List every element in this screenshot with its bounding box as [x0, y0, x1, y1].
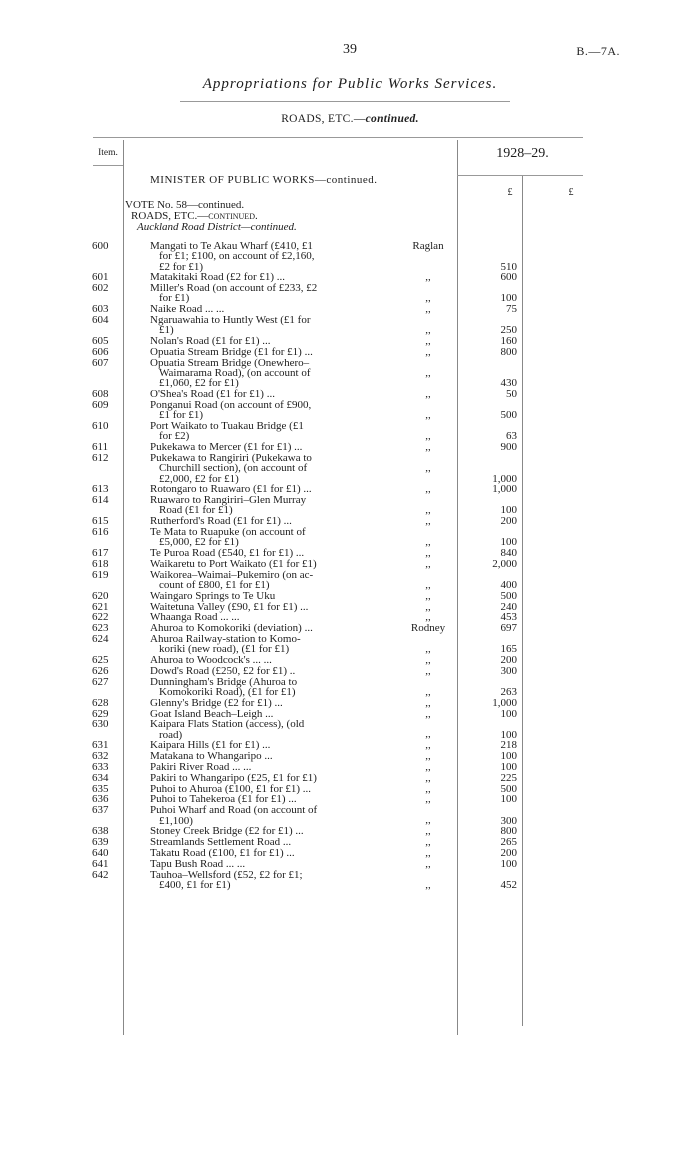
table-row — [0, 358, 700, 389]
table-row — [0, 859, 700, 869]
table-row — [0, 848, 700, 858]
item-header-rule — [93, 165, 123, 166]
item-description — [150, 495, 368, 516]
description-line: Miller's Road (on account of £233, £2 — [150, 282, 318, 295]
amount: 160 — [500, 335, 517, 348]
item-number: 606 — [92, 345, 109, 358]
table-row — [0, 442, 700, 452]
electorate: ,, — [425, 292, 431, 305]
item-number: 615 — [92, 515, 109, 528]
item-description — [150, 484, 368, 494]
description-line: Kaipara Flats Station (access), (old — [150, 718, 305, 731]
item-description — [150, 304, 368, 314]
section-heading — [0, 113, 700, 125]
description-line: road) — [159, 728, 183, 741]
table-row — [0, 762, 700, 772]
item-description — [150, 859, 368, 869]
table-row — [0, 870, 700, 891]
description-line: Puhoi to Ahuroa (£100, £1 for £1) ... — [150, 782, 312, 795]
amount: 200 — [500, 654, 517, 667]
table-row — [0, 794, 700, 804]
table-row — [0, 516, 700, 526]
pound-sign-2: £ — [568, 187, 574, 198]
description-line: Nolan's Road (£1 for £1) ... — [150, 335, 271, 348]
item-number: 607 — [92, 356, 109, 369]
amount: 100 — [500, 707, 517, 720]
item-description — [150, 848, 368, 858]
item-number: 627 — [92, 675, 109, 688]
description-line: for £2) — [159, 430, 190, 443]
description-line: Ngaruawahia to Huntly West (£1 for — [150, 314, 311, 327]
electorate: ,, — [425, 504, 431, 517]
description-line: Ponganui Road (on account of £900, — [150, 398, 312, 411]
description-line: Goat Island Beach–Leigh ... — [150, 707, 274, 720]
table-row — [0, 400, 700, 421]
amount: 300 — [500, 814, 517, 827]
item-description — [150, 336, 368, 346]
item-number: 620 — [92, 589, 109, 602]
item-description — [150, 315, 368, 336]
electorate: ,, — [425, 345, 431, 358]
table-row — [0, 677, 700, 698]
table-row — [0, 591, 700, 601]
table-row — [0, 719, 700, 740]
electorate: ,, — [425, 557, 431, 570]
item-description — [150, 623, 368, 633]
description-line: £1 for £1) — [159, 409, 203, 422]
item-description — [150, 837, 368, 847]
description-line: £1) — [159, 324, 174, 337]
item-description — [150, 283, 368, 304]
amount: 100 — [500, 728, 517, 741]
electorate: Rodney — [410, 622, 446, 635]
item-description — [150, 591, 368, 601]
item-number: 636 — [92, 793, 109, 806]
table-row — [0, 784, 700, 794]
item-number: 635 — [92, 782, 109, 795]
description-line: Glenny's Bridge (£2 for £1) ... — [150, 696, 283, 709]
item-number: 618 — [92, 557, 109, 570]
item-description — [150, 241, 368, 272]
item-number: 609 — [92, 398, 109, 411]
description-line: Mangati to Te Akau Wharf (£410, £1 — [150, 240, 313, 252]
electorate: ,, — [425, 461, 431, 474]
table-row — [0, 709, 700, 719]
item-description — [150, 559, 368, 569]
electorate: ,, — [425, 782, 431, 795]
table-row — [0, 272, 700, 282]
table-row — [0, 666, 700, 676]
item-description — [150, 358, 368, 389]
amount: 75 — [506, 303, 517, 316]
table-row — [0, 805, 700, 826]
description-line: Puhoi to Tahekeroa (£1 for £1) ... — [150, 793, 297, 806]
electorate: ,, — [425, 547, 431, 560]
amount: 510 — [500, 260, 517, 273]
item-description — [150, 762, 368, 772]
electorate: ,, — [425, 600, 431, 613]
amount: 100 — [500, 857, 517, 870]
table-row — [0, 421, 700, 442]
item-description — [150, 784, 368, 794]
electorate: ,, — [425, 750, 431, 763]
district-subheading: Auckland Road District—continued. — [137, 221, 297, 233]
item-number: 602 — [92, 282, 109, 295]
amount: 100 — [500, 793, 517, 806]
item-description — [150, 400, 368, 421]
item-number: 611 — [92, 441, 109, 454]
item-number: 638 — [92, 825, 109, 838]
description-line: Naike Road ... ... — [150, 303, 225, 316]
electorate: ,, — [425, 611, 431, 624]
description-line: Komokoriki Road), (£1 for £1) — [159, 685, 296, 698]
amount: 1,000 — [492, 696, 517, 709]
table-row — [0, 837, 700, 847]
item-description — [150, 272, 368, 282]
electorate: ,, — [425, 408, 431, 421]
item-description — [150, 347, 368, 357]
amount: 265 — [500, 836, 517, 849]
description-line: Takatu Road (£100, £1 for £1) ... — [150, 846, 295, 859]
item-number: 604 — [92, 314, 109, 327]
item-description — [150, 698, 368, 708]
roads-subheading: ROADS, ETC.—continued. — [131, 210, 258, 222]
table-row — [0, 527, 700, 548]
amount: 500 — [500, 782, 517, 795]
item-description — [150, 677, 368, 698]
amount: 1,000 — [492, 472, 517, 485]
table-row — [0, 548, 700, 558]
amount: 50 — [506, 388, 517, 401]
electorate: ,, — [425, 483, 431, 496]
electorate: ,, — [425, 793, 431, 806]
amount: 200 — [500, 515, 517, 528]
table-row — [0, 241, 700, 272]
item-description — [150, 666, 368, 676]
amount: 100 — [500, 761, 517, 774]
item-number: 624 — [92, 632, 109, 645]
description-line: Pakiri River Road ... ... — [150, 761, 252, 774]
description-line: Pakiri to Whangaripo (£25, £1 for £1) — [150, 771, 317, 784]
amount: 453 — [500, 611, 517, 624]
electorate: ,, — [425, 441, 431, 454]
description-line: Port Waikato to Tuakau Bridge (£1 — [150, 420, 304, 433]
electorate: ,, — [425, 654, 431, 667]
table-row — [0, 304, 700, 314]
electorate: ,, — [425, 728, 431, 741]
item-number: 605 — [92, 335, 109, 348]
electorate: ,, — [425, 878, 431, 891]
description-line: Kaipara Hills (£1 for £1) ... — [150, 739, 271, 752]
item-number: 603 — [92, 303, 109, 316]
description-line: Rotongaro to Ruawaro (£1 for £1) ... — [150, 483, 312, 496]
item-number: 625 — [92, 654, 109, 667]
item-number: 634 — [92, 771, 109, 784]
description-line: £1,100) — [159, 814, 193, 827]
item-number: 613 — [92, 483, 109, 496]
amount: 165 — [500, 643, 517, 656]
amount: 263 — [500, 685, 517, 698]
electorate: ,, — [425, 536, 431, 549]
item-description — [150, 516, 368, 526]
electorate: ,, — [425, 388, 431, 401]
table-row — [0, 773, 700, 783]
amount: 240 — [500, 600, 517, 613]
item-description — [150, 719, 368, 740]
item-number: 608 — [92, 388, 109, 401]
item-number: 626 — [92, 664, 109, 677]
item-number: 614 — [92, 494, 109, 507]
table-row — [0, 389, 700, 399]
table-row — [0, 495, 700, 516]
item-number: 622 — [92, 611, 109, 624]
description-line: Opuatia Stream Bridge (Onewhero– — [150, 356, 310, 369]
description-line: Matakana to Whangaripo ... — [150, 750, 273, 763]
electorate: ,, — [425, 761, 431, 774]
electorate: ,, — [425, 814, 431, 827]
amount: 500 — [500, 589, 517, 602]
description-line: for £1) — [159, 292, 190, 305]
item-description — [150, 570, 368, 591]
item-number: 619 — [92, 568, 109, 581]
item-number: 610 — [92, 420, 109, 433]
description-line: £1,060, £2 for £1) — [159, 377, 239, 390]
electorate: Raglan — [412, 240, 444, 252]
item-description — [150, 634, 368, 655]
year-column-header: 1928–29. — [496, 146, 549, 161]
table-row — [0, 751, 700, 761]
item-description — [150, 773, 368, 783]
table-row — [0, 740, 700, 750]
amount: 697 — [500, 622, 517, 635]
description-line: Ruawaro to Rangiriri–Glen Murray — [150, 494, 307, 507]
description-line: Waimarama Road), (on account of — [159, 367, 311, 380]
electorate: ,, — [425, 303, 431, 316]
amount: 600 — [500, 271, 517, 284]
electorate: ,, — [425, 430, 431, 443]
item-description — [150, 794, 368, 804]
item-number: 628 — [92, 696, 109, 709]
item-number: 617 — [92, 547, 109, 560]
item-number: 632 — [92, 750, 109, 763]
table-row — [0, 559, 700, 569]
description-line: Churchill section), (on account of — [159, 462, 308, 475]
description-line: £5,000, £2 for £1) — [159, 536, 239, 549]
amount: 400 — [500, 579, 517, 591]
description-line: £400, £1 for £1) — [159, 878, 231, 891]
description-line: count of £800, £1 for £1) — [159, 579, 270, 591]
item-number: 623 — [92, 622, 109, 635]
item-number: 621 — [92, 600, 109, 613]
item-number: 600 — [92, 240, 109, 252]
table-row — [0, 484, 700, 494]
table-row — [0, 315, 700, 336]
amount: 218 — [500, 739, 517, 752]
electorate: ,, — [425, 271, 431, 284]
description-line: Waingaro Springs to Te Uku — [150, 589, 276, 602]
electorate: ,, — [425, 366, 431, 379]
description-line: Rutherford's Road (£1 for £1) ... — [150, 515, 292, 528]
description-line: £2,000, £2 for £1) — [159, 472, 239, 485]
description-line: Ahuroa to Komokoriki (deviation) ... — [150, 622, 313, 635]
description-line: Puhoi Wharf and Road (on account of — [150, 804, 318, 817]
amount: 2,000 — [492, 557, 517, 570]
appropriation-rows — [0, 241, 700, 891]
item-description — [150, 870, 368, 891]
item-description — [150, 548, 368, 558]
item-number: 633 — [92, 761, 109, 774]
amount: 452 — [500, 878, 517, 891]
page-title: Appropriations for Public Works Services. — [202, 76, 498, 92]
table-row — [0, 634, 700, 655]
electorate: ,, — [425, 857, 431, 870]
description-line: £2 for £1) — [159, 260, 203, 273]
item-description — [150, 751, 368, 761]
amount: 100 — [500, 504, 517, 517]
description-line: O'Shea's Road (£1 for £1) ... — [150, 388, 275, 401]
electorate: ,, — [425, 685, 431, 698]
amount: 225 — [500, 771, 517, 784]
document-reference: B.—7A. — [576, 44, 620, 58]
item-column-header: Item. — [98, 148, 118, 158]
item-description — [150, 453, 368, 484]
description-line: Waikorea–Waimai–Pukemiro (on ac- — [150, 568, 314, 581]
table-row — [0, 336, 700, 346]
amount: 500 — [500, 409, 517, 422]
amount: 430 — [500, 377, 517, 390]
table-row — [0, 612, 700, 622]
description-line: Te Puroa Road (£540, £1 for £1) ... — [150, 547, 305, 560]
item-description — [150, 740, 368, 750]
item-number: 601 — [92, 271, 109, 284]
item-description — [150, 805, 368, 826]
description-line: Opuatia Stream Bridge (£1 for £1) ... — [150, 345, 313, 358]
item-description — [150, 442, 368, 452]
description-line: for £1; £100, on account of £2,160, — [159, 250, 315, 263]
amount: 900 — [500, 441, 517, 454]
amount: 840 — [500, 547, 517, 560]
item-number: 629 — [92, 707, 109, 720]
description-line: Streamlands Settlement Road ... — [150, 836, 292, 849]
vote-heading: VOTE No. 58—continued. — [125, 199, 245, 211]
table-row — [0, 826, 700, 836]
item-number: 631 — [92, 739, 109, 752]
amount: 100 — [500, 750, 517, 763]
electorate: ,, — [425, 846, 431, 859]
item-number: 616 — [92, 526, 109, 539]
amount: 100 — [500, 292, 517, 305]
item-number: 640 — [92, 846, 109, 859]
amount: 250 — [500, 324, 517, 337]
description-line: Matakitaki Road (£2 for £1) ... — [150, 271, 286, 284]
description-line: Te Mata to Ruapuke (on account of — [150, 526, 306, 539]
electorate: ,, — [425, 642, 431, 655]
electorate: ,, — [425, 515, 431, 528]
item-description — [150, 421, 368, 442]
item-number: 642 — [92, 868, 109, 881]
description-line: Tauhoa–Wellsford (£52, £2 for £1; — [150, 868, 303, 881]
item-number: 630 — [92, 718, 109, 731]
item-description — [150, 602, 368, 612]
amount: 1,000 — [492, 483, 517, 496]
item-description — [150, 709, 368, 719]
item-number: 641 — [92, 857, 109, 870]
electorate: ,, — [425, 578, 431, 591]
item-number: 612 — [92, 451, 109, 464]
electorate: ,, — [425, 707, 431, 720]
electorate: ,, — [425, 771, 431, 784]
description-line: Road (£1 for £1) — [159, 504, 233, 517]
electorate: ,, — [425, 335, 431, 348]
description-line: Waikaretu to Port Waikato (£1 for £1) — [150, 557, 317, 570]
item-description — [150, 389, 368, 399]
electorate: ,, — [425, 739, 431, 752]
page-number: 39 — [343, 42, 357, 57]
table-row — [0, 347, 700, 357]
electorate: ,, — [425, 589, 431, 602]
amount: 800 — [500, 345, 517, 358]
amount: 100 — [500, 536, 517, 549]
table-row — [0, 602, 700, 612]
description-line: koriki (new road), (£1 for £1) — [159, 643, 290, 656]
table-row — [0, 655, 700, 665]
title-rule — [180, 101, 510, 102]
description-line: Ahuroa Railway-station to Komo- — [150, 632, 301, 645]
electorate: ,, — [425, 696, 431, 709]
amount: 300 — [500, 664, 517, 677]
table-row — [0, 698, 700, 708]
section-heading-text: ROADS, ETC.— — [281, 113, 366, 125]
table-row — [0, 570, 700, 591]
amount: 200 — [500, 846, 517, 859]
electorate: ,, — [425, 324, 431, 337]
amount: 63 — [506, 430, 517, 443]
table-row — [0, 623, 700, 633]
description-line: Pukekawa to Mercer (£1 for £1) ... — [150, 441, 303, 454]
table-row — [0, 283, 700, 304]
description-line: Waitetuna Valley (£90, £1 for £1) ... — [150, 600, 309, 613]
description-line: Dunningham's Bridge (Ahuroa to — [150, 675, 298, 688]
description-line: Whaanga Road ... ... — [150, 611, 240, 624]
item-number: 639 — [92, 836, 109, 849]
description-line: Ahuroa to Woodcock's ... ... — [150, 654, 272, 667]
pound-sign-1: £ — [507, 187, 513, 198]
description-line: Pukekawa to Rangiriri (Pukekawa to — [150, 451, 312, 464]
item-description — [150, 655, 368, 665]
item-description — [150, 527, 368, 548]
electorate: ,, — [425, 664, 431, 677]
electorate: ,, — [425, 825, 431, 838]
description-line: Stoney Creek Bridge (£2 for £1) ... — [150, 825, 304, 838]
amount: 800 — [500, 825, 517, 838]
table-top-rule — [93, 137, 583, 138]
table-row — [0, 453, 700, 484]
item-description — [150, 612, 368, 622]
ministry-heading: MINISTER OF PUBLIC WORKS—continued. — [150, 174, 378, 186]
description-line: Dowd's Road (£250, £2 for £1) .. — [150, 664, 296, 677]
section-heading-suffix: continued. — [365, 113, 419, 125]
year-header-rule — [457, 175, 583, 176]
electorate: ,, — [425, 836, 431, 849]
description-line: Tapu Bush Road ... ... — [150, 857, 246, 870]
item-description — [150, 826, 368, 836]
item-number: 637 — [92, 804, 109, 817]
